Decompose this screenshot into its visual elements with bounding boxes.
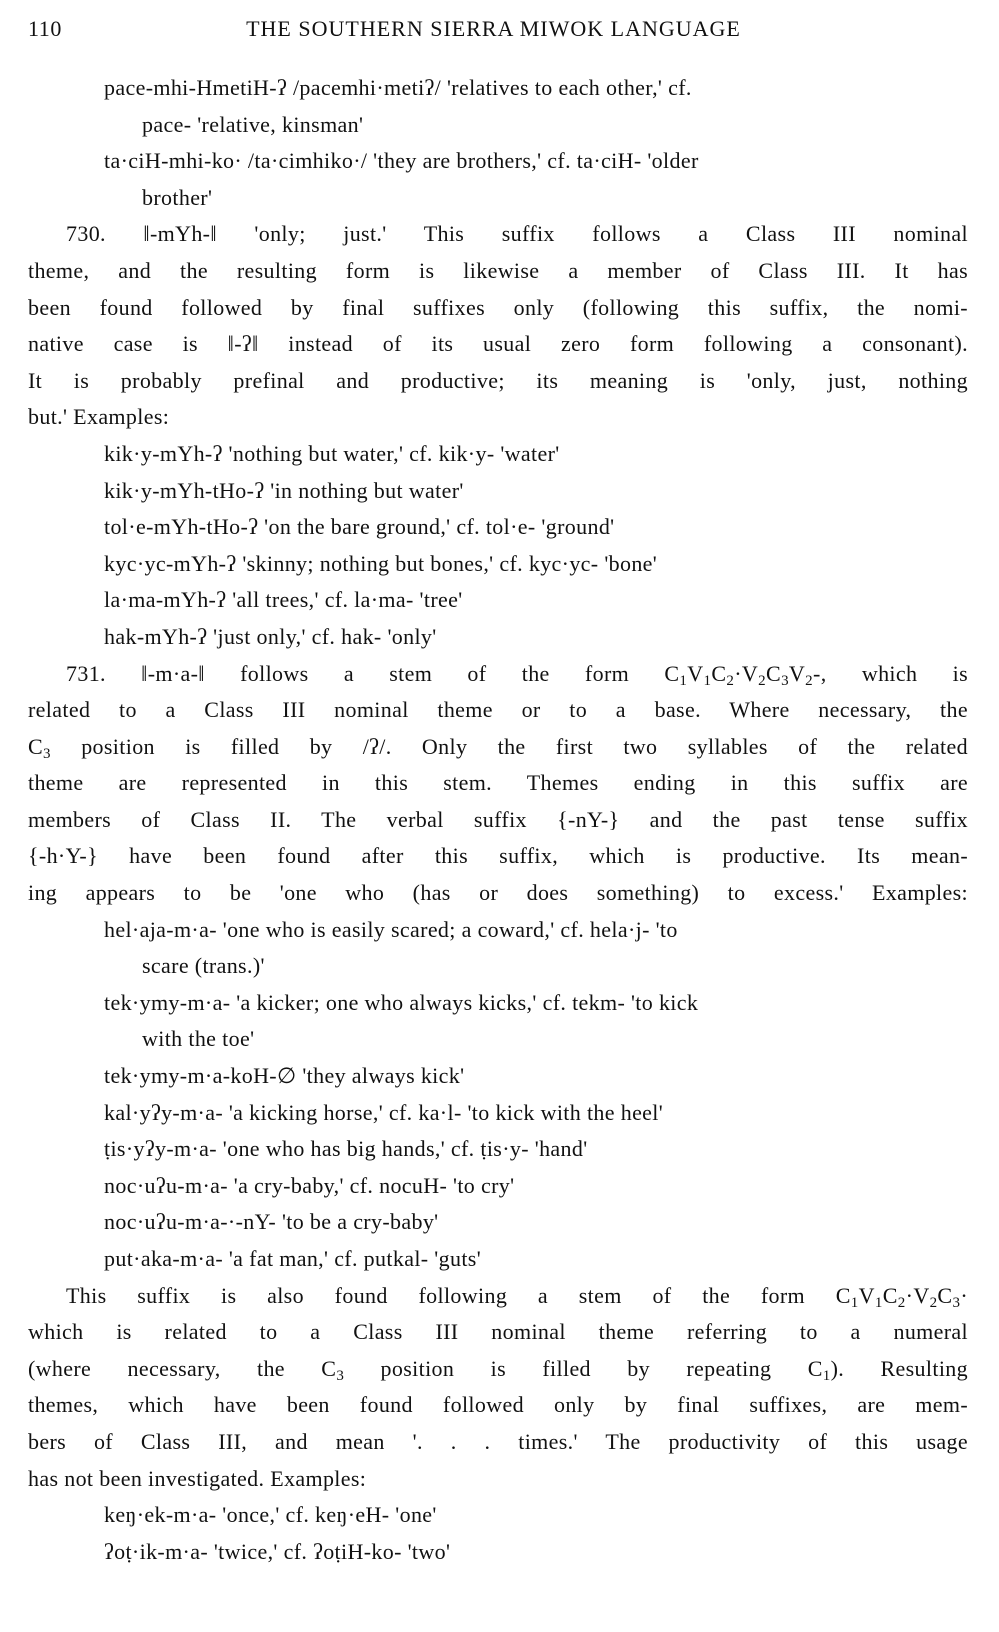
text-line: noc·uʔu-m·a- 'a cry-baby,' cf. nocuH- 'to cry' xyxy=(104,1172,515,1198)
text-line: brother' xyxy=(142,184,213,210)
text-line: $C_3$ position is filled by /ʔ/. Only the first two syllables of the related xyxy=(28,733,968,762)
text-line: scare (trans.)' xyxy=(142,953,265,979)
text-line: been found followed by final suffixes only (following this suffix, the nomi- xyxy=(28,294,968,320)
page-header xyxy=(28,16,959,50)
text-line: noc·uʔu-m·a-·-nY- 'to be a cry-baby' xyxy=(104,1209,439,1235)
page-number: 110 xyxy=(28,16,62,41)
text-line: hel·aja-m·a- 'one who is easily scared; a coward,' cf. hela·j- 'to xyxy=(104,916,678,942)
text-line: hak-mYh-ʔ 'just only,' cf. hak- 'only' xyxy=(104,623,437,649)
text-line: (where necessary, the $C_3$ position is filled by repeating $C_1$). Resulting xyxy=(28,1355,968,1384)
text-line: native case is ‖-ʔ‖ instead of its usual zero form following a consonant). xyxy=(28,331,968,357)
text-line: la·ma-mYh-ʔ 'all trees,' cf. la·ma- 'tree' xyxy=(104,587,463,613)
text-line: It is probably prefinal and productive; its meaning is 'only, just, nothing xyxy=(28,367,968,393)
text-line: put·aka-m·a- 'a fat man,' cf. putkal- 'guts' xyxy=(104,1246,482,1271)
text-line: 730. ‖-mYh-‖ 'only; just.' This suffix follows a Class III nominal xyxy=(66,221,968,247)
text-line: pace- 'relative, kinsman' xyxy=(142,111,364,137)
text-line: has not been investigated. Examples: xyxy=(28,1465,367,1491)
text-line: kik·y-mYh-ʔ 'nothing but water,' cf. kik·y- 'water' xyxy=(104,440,560,466)
text-line: pace-mhi-HmetiH-ʔ /pacemhi·metiʔ/ 'relatives to each other,' cf. xyxy=(104,75,692,100)
text-line: related to a Class III nominal theme or to a base. Where necessary, the xyxy=(28,697,968,723)
text-line: ʔoṭ·ik-m·a- 'twice,' cf. ʔoṭiH-ko- 'two' xyxy=(104,1538,451,1564)
text-line: keŋ·ek-m·a- 'once,' cf. keŋ·eH- 'one' xyxy=(104,1502,437,1528)
running-title: THE SOUTHERN SIERRA MIWOK LANGUAGE xyxy=(246,16,741,41)
text-line: ing appears to be 'one who (has or does something) to excess.' Examples: xyxy=(28,880,968,906)
text-line: bers of Class III, and mean '. . . times.' The productivity of this usage xyxy=(28,1428,968,1454)
text-line: ṭis·yʔy-m·a- 'one who has big hands,' cf. ṭis·y- 'hand' xyxy=(104,1136,588,1162)
text-line: kik·y-mYh-tHo-ʔ 'in nothing but water' xyxy=(104,477,464,503)
body-text xyxy=(28,70,968,1570)
text-line: theme are represented in this stem. Themes ending in this suffix are xyxy=(28,770,968,796)
text-line: tek·ymy-m·a- 'a kicker; one who always kicks,' cf. tekm- 'to kick xyxy=(104,989,699,1015)
text-line: tol·e-mYh-tHo-ʔ 'on the bare ground,' cf. tol·e- 'ground' xyxy=(104,514,615,540)
text-line: 731. ‖-m·a-‖ follows a stem of the form $C_1V_1C_2\cdot V_2C_3V_2-$, which is xyxy=(66,660,968,689)
text-line: kyc·yc-mYh-ʔ 'skinny; nothing but bones,' cf. kyc·yc- 'bone' xyxy=(104,550,658,576)
text-line: which is related to a Class III nominal theme referring to a numeral xyxy=(28,1319,968,1345)
text-line: kal·yʔy-m·a- 'a kicking horse,' cf. ka·l- 'to kick with the heel' xyxy=(104,1099,664,1125)
text-line: but.' Examples: xyxy=(28,404,170,430)
text-line: with the toe' xyxy=(142,1026,255,1052)
text-line: themes, which have been found followed only by final suffixes, are mem- xyxy=(28,1392,968,1418)
text-line: ta·ciH-mhi-ko· /ta·cimhiko·/ 'they are brothers,' cf. ta·ciH- 'older xyxy=(104,148,699,174)
text-line: {-h·Y-} have been found after this suffix, which is productive. Its mean- xyxy=(28,843,968,869)
text-line: theme, and the resulting form is likewise a member of Class III. It has xyxy=(28,257,968,283)
text-line: tek·ymy-m·a-koH-∅ 'they always kick' xyxy=(104,1063,465,1089)
text-line: This suffix is also found following a stem of the form $C_1V_1C_2\cdot V_2C_3\cdot$ xyxy=(66,1282,968,1311)
text-line: members of Class II. The verbal suffix {-nY-} and the past tense suffix xyxy=(28,806,968,832)
